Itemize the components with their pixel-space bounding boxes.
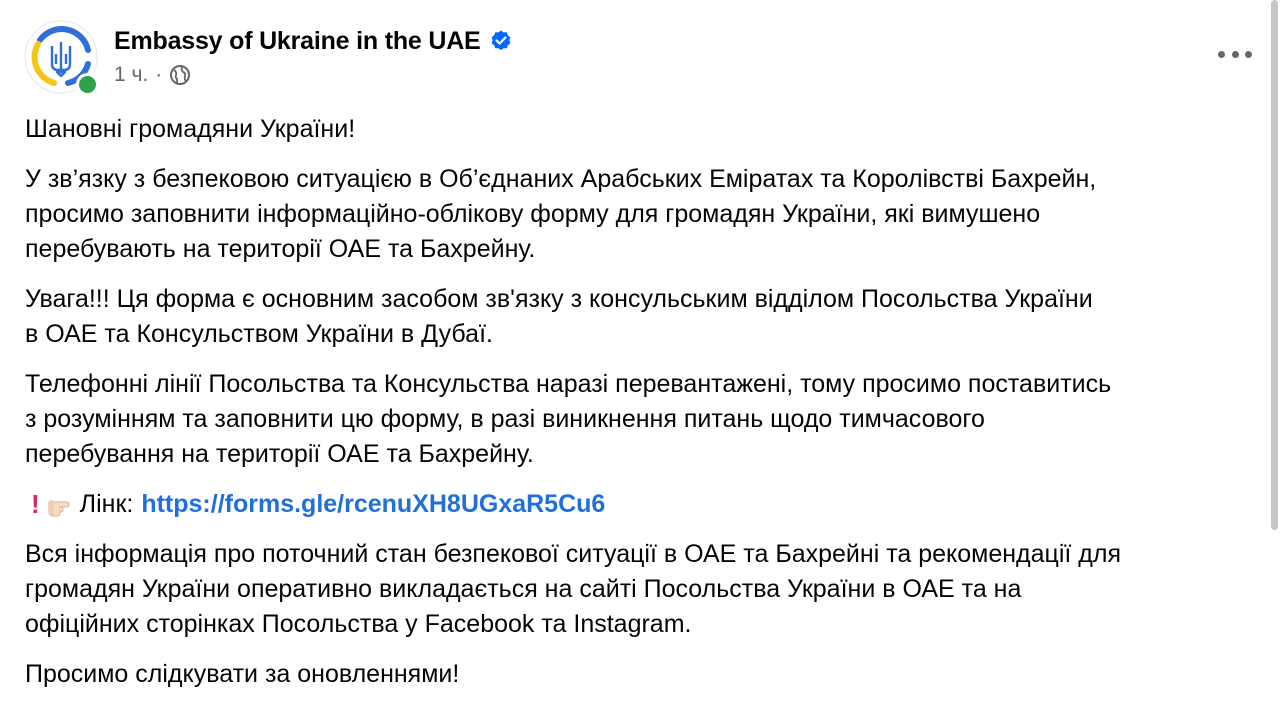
pointing-hand-emoji: [46, 491, 78, 519]
paragraph-situation: У зв’язку з безпековою ситуацією в Об’єднаних Арабських Еміратах та Королівстві Бахрейн, просимо заповнити інформаційно-облікову форму для громадян України, які вимушено перебувають на території ОАЕ та Бахрейну.: [25, 165, 1097, 263]
closing-paragraph: Просимо слідкувати за оновленнями!: [25, 660, 460, 688]
paragraph-attention: Увага!!! Ця форма є основним засобом зв'язку з консульським відділом Посольства України в ОАЕ та Консульством України в Дубаї.: [25, 285, 1093, 348]
greeting-paragraph: Шановні громадяни України!: [25, 115, 356, 143]
post-timestamp[interactable]: 1 ч.: [114, 63, 149, 86]
post-meta: [114, 60, 513, 90]
form-link[interactable]: https://forms.gle/rcenuXH8UGxaR5Cu6: [141, 490, 606, 518]
more-options-icon[interactable]: [1218, 42, 1252, 66]
verified-badge-icon: [489, 29, 513, 53]
red-exclamation-emoji: !: [31, 489, 40, 519]
link-paragraph: [25, 487, 1265, 522]
globe-icon[interactable]: [169, 64, 191, 86]
link-label: Лінк:: [79, 490, 134, 518]
post-header-text: [114, 24, 513, 90]
paragraph-info: Вся інформація про поточний стан безпекової ситуації в ОАЕ та Бахрейні та рекомендації для громадян України оперативно викладається на сайті Посольства України в ОАЕ та на офіційних сторінках Посольства у Facebook та Instagram.: [25, 540, 1122, 638]
meta-separator: ·: [155, 63, 163, 86]
page-avatar[interactable]: [24, 20, 98, 94]
paragraph-phone-lines: Телефонні лінії Посольства та Консульства наразі перевантажені, тому просимо поставитись з розумінням та заповнити цю форму, в разі виникнення питань щодо тимчасового перебування на території ОАЕ та Бахрейну.: [25, 370, 1112, 468]
scrollbar-thumb[interactable]: [1271, 0, 1278, 530]
scrollbar[interactable]: [1268, 0, 1280, 715]
post-body: [25, 112, 1265, 707]
post-header: [24, 20, 513, 96]
online-status-dot: [76, 73, 99, 96]
page-name-link[interactable]: Embassy of Ukraine in the UAE: [114, 26, 481, 55]
